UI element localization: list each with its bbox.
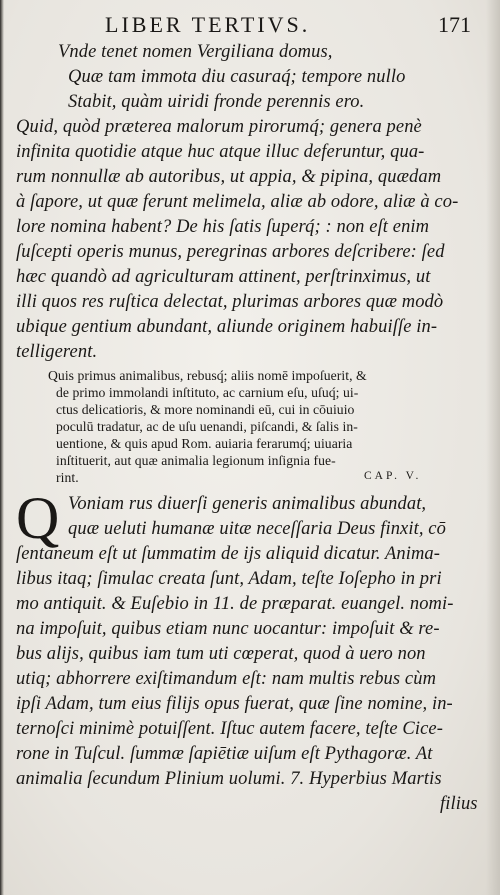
- page-gutter-shadow: [0, 0, 4, 895]
- summary-line: rint.: [56, 470, 79, 485]
- drop-cap: Q: [16, 485, 60, 551]
- paragraph-line: ubique gentium abundant, aliunde originem habuiſſe in-: [16, 317, 438, 337]
- catchword: filius: [440, 794, 478, 814]
- paragraph-line: Quid, quòd præterea malorum pirorumq́; genera penè: [16, 117, 422, 137]
- page-number: 171: [438, 12, 471, 37]
- paragraph-line: ſuſcepti operis munus, peregrinas arbores deſcribere: ſed: [16, 242, 445, 262]
- paragraph-line: lore nomina habent? De his ſatis ſuperq́; : non eſt enim: [16, 217, 430, 237]
- paragraph-line: hæc quandò ad agriculturam attinent, perſtrinximus, ut: [16, 267, 431, 287]
- paragraph-line: infinita quotidie atque huc atque illuc deferuntur, qua-: [16, 142, 425, 162]
- summary-line: inſtituerit, aut quæ animalia legionum inſignia fue-: [56, 453, 336, 468]
- chapter-number: CAP. V.: [364, 470, 422, 482]
- body-line: bus alijs, quibus iam tum uti cœperat, quod à uero non: [16, 644, 426, 664]
- paragraph-line: à ſapore, ut quæ ferunt melimela, aliæ ab odore, aliæ à co-: [16, 192, 459, 212]
- verse-line: Vnde tenet nomen Vergiliana domus,: [58, 42, 333, 62]
- body-line: quæ ueluti humanæ uitæ neceſſaria Deus finxit, cō: [68, 519, 446, 539]
- summary-line: Quis primus animalibus, rebusq́; aliis nomē impoſuerit, &: [48, 368, 367, 383]
- summary-line: poculū tradatur, ac de uſu uenandi, piſcandi, & ſalis in-: [56, 419, 358, 434]
- running-head: LIBER TERTIVS.: [105, 12, 311, 37]
- page-header: [0, 12, 500, 40]
- body-line: utiq; abhorrere exiſtimandum eſt: nam multis rebus cùm: [16, 669, 437, 689]
- body-line: ternoſci minimè potuiſſent. Iſtuc autem facere, teſte Cice-: [16, 719, 443, 739]
- summary-line: de primo immolandi inſtituto, ac carnium eſu, uſuq́; ui-: [56, 385, 359, 400]
- summary-line: ctus delicatioris, & more nominandi eū, cui in cōuiuio: [56, 402, 355, 417]
- body-line: na impoſuit, quibus etiam nunc uocantur: impoſuit & re-: [16, 619, 440, 639]
- verse-line: Stabit, quàm uiridi fronde perennis ero.: [68, 92, 365, 112]
- body-line: mo antiquit. & Euſebio in 11. de præparat. euangel. nomi-: [16, 594, 454, 614]
- paragraph-line: rum nonnullæ ab autoribus, ut appia, & pipina, quædam: [16, 167, 442, 187]
- paragraph-line: telligerent.: [16, 342, 98, 362]
- paragraph-line: illi quos res ruſtica delectat, plurimas arbores quæ modò: [16, 292, 444, 312]
- verse-line: Quæ tam immota diu casuraq́; tempore nullo: [68, 67, 406, 87]
- body-line: rone in Tuſcul. ſummæ ſapiētiæ uiſum eſt Pythagoræ. At: [16, 744, 433, 764]
- body-line: Voniam rus diuerſi generis animalibus abundat,: [68, 494, 427, 514]
- page-edge: [486, 0, 500, 895]
- body-line: libus itaq; ſimulac creata ſunt, Adam, teſte Ioſepho in pri: [16, 569, 442, 589]
- body-line: animalia ſecundum Plinium uolumi. 7. Hyperbius Martis: [16, 769, 442, 789]
- body-line: ipſi Adam, tum eius filijs opus fuerat, quæ ſine nomine, in-: [16, 694, 453, 714]
- summary-line: uentione, & quis apud Rom. auiaria ferarumq́; uiuaria: [56, 436, 353, 451]
- body-line: ſentaneum eſt ut ſummatim de ijs aliquid dicatur. Anima-: [16, 544, 441, 564]
